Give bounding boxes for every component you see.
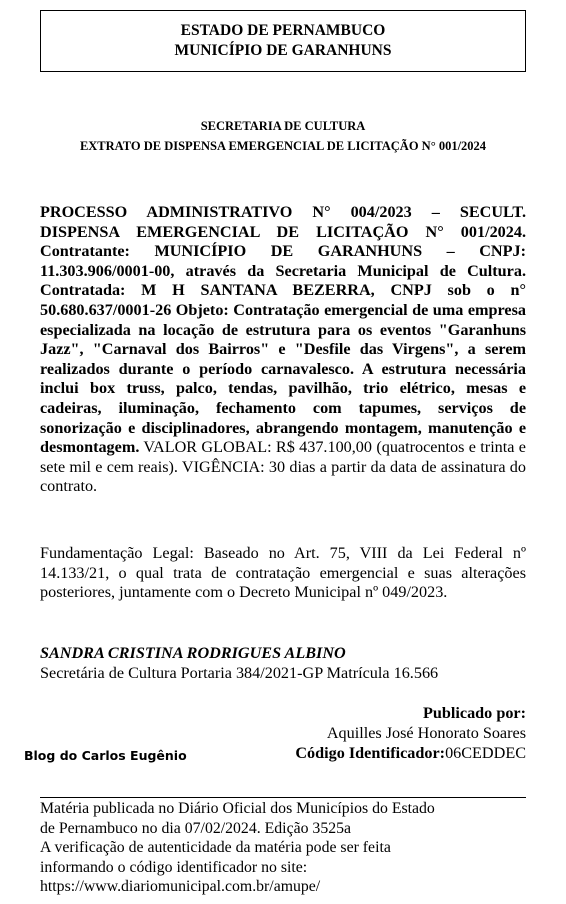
signatory-role: Secretária de Cultura Portaria 384/2021-GP Matrícula 16.566 [40, 664, 439, 682]
extract-body-bold: PROCESSO ADMINISTRATIVO N° 004/2023 – SECULT. DISPENSA EMERGENCIAL DE LICITAÇÃO N° 001/2024. Contratante: MUNICÍPIO DE GARANHUNS – CNPJ: 11.303.906/0001-00, através da Secretaria Municipal de Cultura. Contratada: M H SANTANA BEZERRA, CNPJ sob o n° 50.680.637/0001-26 Objeto: Contratação emergencial de uma empresa especializada na locação de estrutura para os eventos "Garanhuns Jazz", "Carnaval dos Bairros" e "Desfile das Virgens", a serem realizados durante o período carnavalesco. A estrutura necessária inclui box truss, palco, tendas, pavilhão, trio elétrico, mesas e cadeiras, iluminação, fechamento com tapumes, serviços de sonorização e disciplinadores, abrangendo montagem, manutenção e desmontagem. [40, 203, 526, 457]
blog-watermark: Blog do Carlos Eugênio [24, 748, 187, 763]
publisher-name: Aquilles José Honorato Soares [326, 724, 526, 742]
extract-body-value: VALOR GLOBAL: R$ 437.100,00 (quatrocentos e trinta e sete mil e cem reais). VIGÊNCIA: 30 dias a partir da data de assinatura do contrato. [40, 438, 526, 496]
identifier-code-label: Código Identificador: [295, 744, 446, 762]
extract-subtitle: EXTRATO DE DISPENSA EMERGENCIAL DE LICITAÇÃO N° 001/2024 [79, 139, 487, 153]
secretariat-name: SECRETARIA DE CULTURA [200, 119, 366, 133]
identifier-code [295, 744, 526, 763]
publication-footer [40, 797, 526, 897]
published-by-label: Publicado por: [423, 704, 526, 722]
municipality-title: MUNICÍPIO DE GARANHUNS [174, 42, 392, 59]
extract-body [40, 203, 526, 497]
footer-url[interactable]: https://www.diariomunicipal.com.br/amupe/ [40, 878, 321, 896]
footer-line-3: A verificação de autenticidade da matéria pode ser feita [40, 839, 391, 857]
footer-line-2: de Pernambuco no dia 07/02/2024. Edição 3525a [40, 819, 352, 837]
footer-line-4: informando o código identificador no site: [40, 858, 308, 876]
signatory-name: SANDRA CRISTINA RODRIGUES ALBINO [40, 644, 346, 662]
state-header-box [40, 10, 526, 72]
footer-line-1: Matéria publicada no Diário Oficial dos Municípios do Estado [40, 800, 435, 817]
state-title: ESTADO DE PERNAMBUCO [180, 22, 386, 39]
legal-basis: Fundamentação Legal: Baseado no Art. 75, VIII da Lei Federal nº 14.133/21, o qual trata de contratação emergencial e suas alterações posteriores, juntamente com o Decreto Municipal nº 049/2023. [40, 544, 526, 602]
identifier-code-value: 06CEDDEC [445, 744, 526, 762]
